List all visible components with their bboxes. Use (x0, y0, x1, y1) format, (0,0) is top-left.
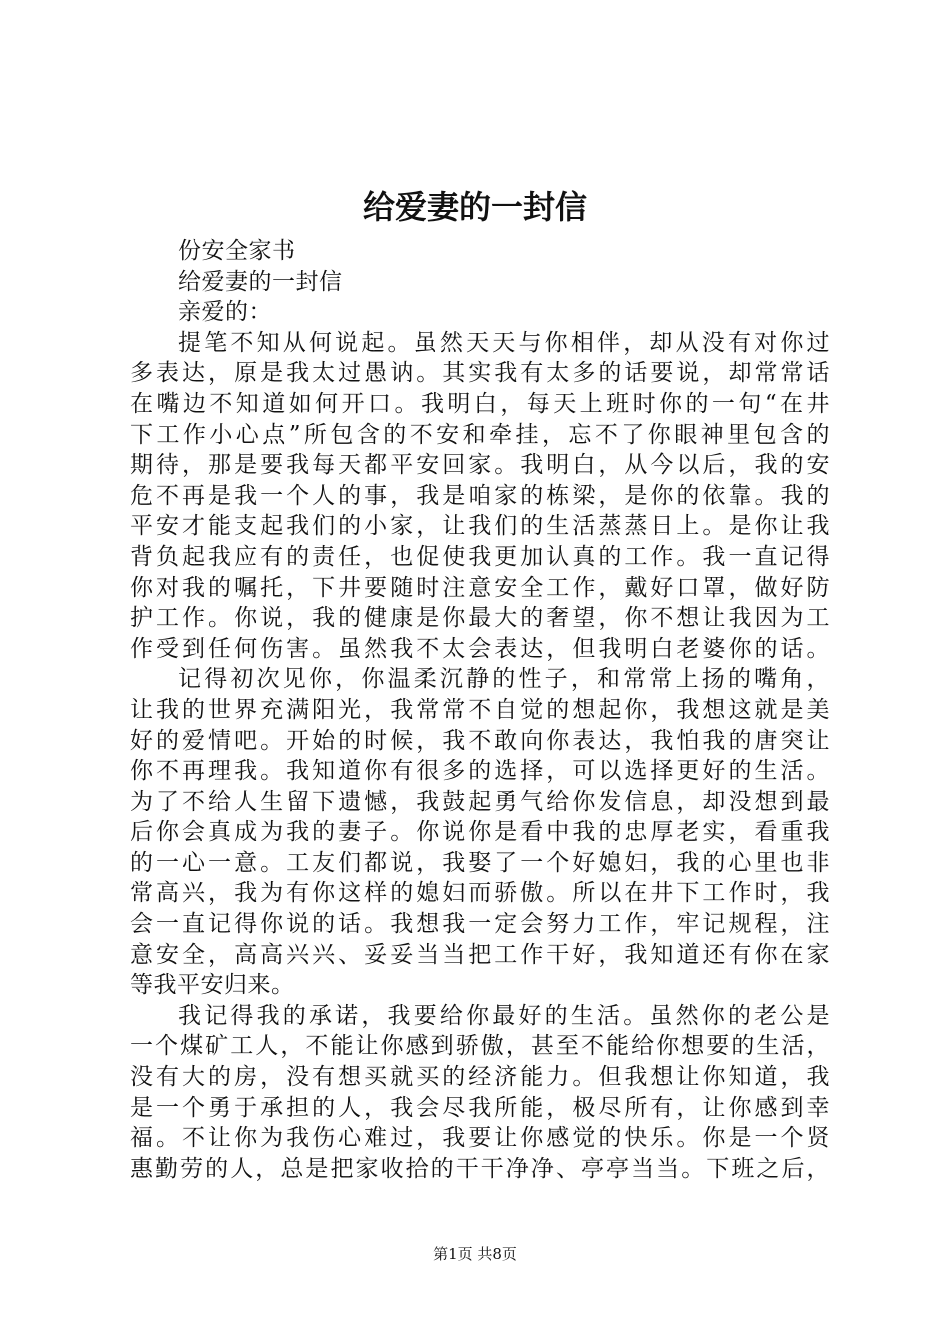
text-line: 在嘴边不知道如何开口。我明白，每天上班时你的一句“在井 (130, 390, 830, 417)
text-line: 让我的世界充满阳光，我常常不自觉的想起你，我想这就是美 (130, 696, 830, 723)
text-line: 作受到任何伤害。虽然我不太会表达，但我明白老婆你的话。 (130, 635, 830, 662)
text-line: 会一直记得你说的话。我想我一定会努力工作，牢记规程，注 (130, 911, 830, 938)
page-number: 第1页 共8页 (433, 1245, 517, 1263)
text-line: 我记得我的承诺，我要给你最好的生活。虽然你的老公是 (178, 1002, 830, 1029)
text-line: 后你会真成为我的妻子。你说你是看中我的忠厚老实，看重我 (130, 819, 830, 846)
text-line: 意安全，高高兴兴、妥妥当当把工作干好，我知道还有你在家 (130, 941, 830, 968)
text-line: 一个煤矿工人，不能让你感到骄傲，甚至不能给你想要的生活， (130, 1033, 830, 1060)
text-line: 提笔不知从何说起。虽然天天与你相伴，却从没有对你过 (178, 329, 830, 356)
text-line: 给爱妻的一封信 (178, 268, 343, 295)
text-line: 份安全家书 (178, 238, 296, 264)
text-line: 你不再理我。我知道你有很多的选择，可以选择更好的生活。 (130, 758, 830, 785)
text-line: 背负起我应有的责任，也促使我更加认真的工作。我一直记得 (130, 543, 830, 570)
text-line: 惠勤劳的人，总是把家收拾的干干净净、亭亭当当。下班之后， (130, 1155, 830, 1182)
text-line: 下工作小心点”所包含的不安和牵挂，忘不了你眼神里包含的 (130, 421, 830, 448)
text-line: 记得初次见你，你温柔沉静的性子，和常常上扬的嘴角， (178, 666, 830, 693)
text-line: 的一心一意。工友们都说，我娶了一个好媳妇，我的心里也非 (130, 849, 830, 876)
text-line: 好的爱情吧。开始的时候，我不敢向你表达，我怕我的唐突让 (130, 727, 830, 754)
text-line: 护工作。你说，我的健康是你最大的奢望，你不想让我因为工 (130, 605, 830, 632)
text-line: 为了不给人生留下遗憾，我鼓起勇气给你发信息，却没想到最 (130, 788, 830, 815)
text-line: 福。不让你为我伤心难过，我要让你感觉的快乐。你是一个贤 (130, 1125, 830, 1152)
text-line: 多表达，原是我太过愚讷。其实我有太多的话要说，却常常话 (130, 360, 830, 387)
text-line: 危不再是我一个人的事，我是咱家的栋梁，是你的依靠。我的 (130, 482, 830, 509)
letter-body (130, 236, 830, 1184)
text-line: 亲爱的： (178, 299, 272, 326)
text-line: 是一个勇于承担的人，我会尽我所能，极尽所有，让你感到幸 (130, 1094, 830, 1121)
text-line: 期待，那是要我每天都平安回家。我明白，从今以后，我的安 (130, 452, 830, 479)
text-line: 常高兴，我为有你这样的媳妇而骄傲。所以在井下工作时，我 (130, 880, 830, 907)
text-line: 你对我的嘱托，下井要随时注意安全工作，戴好口罩，做好防 (130, 574, 830, 601)
document-title: 给爱妻的一封信 (362, 188, 587, 226)
text-line: 没有大的房，没有想买就买的经济能力。但我想让你知道，我 (130, 1064, 830, 1091)
text-line: 平安才能支起我们的小家，让我们的生活蒸蒸日上。是你让我 (130, 513, 830, 540)
text-line: 等我平安归来。 (130, 972, 295, 999)
